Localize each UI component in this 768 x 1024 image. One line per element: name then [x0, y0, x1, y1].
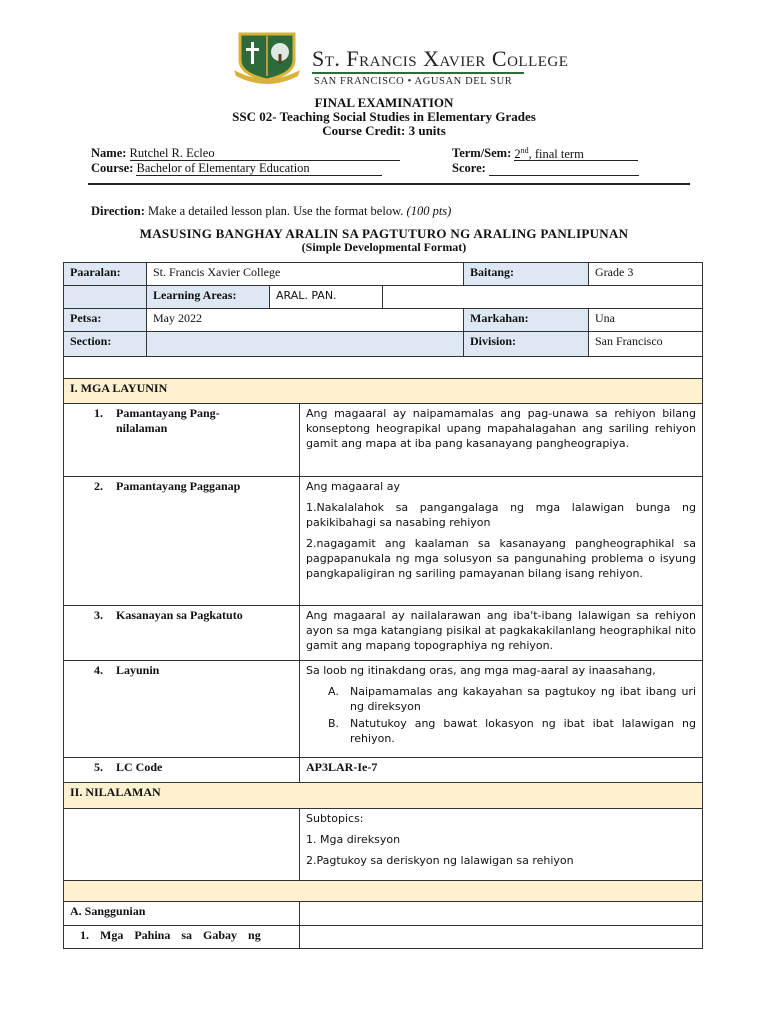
course-value: Bachelor of Elementary Education [136, 161, 310, 175]
subtopic-2: 2.Pagtukoy sa deriskyon ng lalawigan sa rehiyon [306, 854, 574, 867]
exam-title: FINAL EXAMINATION [314, 95, 454, 110]
learning-areas-label: Learning Areas: [146, 285, 270, 309]
row4-number: 4. [94, 663, 103, 677]
row3-number: 3. [94, 608, 103, 622]
learning-empty-cell [63, 285, 147, 309]
pahina-value[interactable] [299, 925, 703, 949]
row4-intro: Sa loob ng itinakdang oras, ang mga mag-aaral ay inaasahang, [306, 664, 656, 677]
pamantayang-nilalaman-label [63, 403, 300, 477]
yellow-spacer-row [63, 880, 703, 902]
row4-label: Layunin [116, 663, 160, 677]
layunin-text [299, 660, 703, 758]
college-location: SAN FRANCISCO • AGUSAN DEL SUR [314, 76, 513, 87]
learning-blank-cell [382, 285, 703, 309]
exam-credit: Course Credit: 3 units [322, 123, 446, 138]
row4-b-text: Natutukoy ang bawat lokasyon ng ibat ibat lalawigan ng rehiyon. [350, 717, 696, 745]
kasanayan-label [63, 605, 300, 661]
direction-points: (100 pts) [406, 204, 452, 218]
row1-number: 1. [94, 406, 103, 420]
petsa-label: Petsa: [63, 308, 147, 332]
row1-label: Pamantayang Pang-nilalaman [116, 406, 220, 435]
row4-a-label: A. [328, 685, 339, 698]
direction-text: Make a detailed lesson plan. Use the format below. [148, 204, 404, 218]
course-field[interactable] [136, 161, 382, 176]
row5-label: LC Code [116, 760, 163, 774]
paaralan-value[interactable]: St. Francis Xavier College [146, 262, 464, 286]
markahan-label: Markahan: [463, 308, 589, 332]
row3-label: Kasanayan sa Pagkatuto [116, 608, 243, 622]
row5-number: 5. [94, 760, 103, 774]
division-value[interactable]: San Francisco [588, 331, 703, 357]
plan-subtitle: (Simple Developmental Format) [301, 240, 467, 254]
pamantayang-pagganap-text [299, 476, 703, 606]
name-value: Rutchel R. Ecleo [129, 146, 215, 160]
score-row [452, 161, 639, 176]
layunin-label [63, 660, 300, 758]
direction-label: Direction: [91, 204, 145, 218]
division-label: Division: [463, 331, 589, 357]
row2-text-1: Ang magaaral ay [306, 480, 400, 493]
name-label: Name: [91, 146, 127, 160]
row3-text: Ang magaaral ay nailalarawan ang iba't-ibang lalawigan sa rehiyon ayon sa mga katangiang pisikal at pagkakakilanlang heographikal nito gamit ang mapang topographiya ng rehiyon. [306, 609, 696, 652]
lc-code-label [63, 757, 300, 783]
sanggunian-label: A. Sanggunian [63, 901, 300, 926]
pahina-label: 1. Mga Pahina sa Gabay ng [63, 925, 300, 949]
plan-title: MASUSING BANGHAY ARALIN SA PAGTUTURO NG ARALING PANLIPUNAN [139, 226, 629, 241]
term-value-sup: nd [520, 146, 529, 155]
term-field[interactable] [514, 146, 638, 161]
nilalaman-empty-cell [63, 808, 300, 881]
college-name: St. Francis Xavier College [312, 46, 569, 71]
row2-text-2: 1.Nakalalahok sa pangangalaga ng mga lalawigan bunga ng pakikibahagi sa nasabing rehiyon [306, 501, 696, 529]
term-label: Term/Sem: [452, 146, 512, 160]
name-field[interactable] [130, 146, 400, 161]
petsa-value[interactable]: May 2022 [146, 308, 464, 332]
score-label: Score: [452, 161, 486, 175]
pamantayang-nilalaman-text [299, 403, 703, 477]
course-label: Course: [91, 161, 134, 175]
learning-areas-value[interactable]: ARAL. PAN. [269, 285, 383, 309]
college-name-rule [312, 72, 524, 74]
markahan-value[interactable]: Una [588, 308, 703, 332]
row2-number: 2. [94, 479, 103, 493]
row1-text: Ang magaaral ay naipamamalas ang pag-unawa sa rehiyon bilang konseptong heograpikal upang mapahalagahan ang sariling rehiyon gamit ang mapa at iba pang kasanayang pangheograpiya. [306, 407, 696, 450]
subtopics-title: Subtopics: [306, 812, 364, 825]
baitang-label: Baitang: [463, 262, 589, 286]
exam-subject: SSC 02- Teaching Social Studies in Elementary Grades [232, 109, 536, 124]
sanggunian-value[interactable] [299, 901, 703, 926]
term-value-num: 2 [514, 147, 521, 162]
college-seal-icon [232, 30, 302, 84]
term-value-rest: , final term [528, 147, 584, 162]
subtopic-1: 1. Mga direksyon [306, 833, 401, 846]
direction [91, 204, 451, 219]
header-divider [88, 183, 690, 185]
baitang-value[interactable]: Grade 3 [588, 262, 703, 286]
subtopics-cell [299, 808, 703, 881]
section-value[interactable] [146, 331, 464, 357]
layunin-heading: I. MGA LAYUNIN [63, 378, 703, 404]
nilalaman-heading: II. NILALAMAN [63, 782, 703, 809]
section-label: Section: [63, 331, 147, 357]
score-field[interactable] [489, 161, 639, 176]
pamantayang-pagganap-label [63, 476, 300, 606]
spacer-row [63, 356, 703, 379]
term-row [452, 146, 638, 161]
kasanayan-text [299, 605, 703, 661]
course-row [91, 161, 382, 176]
lc-code-value[interactable]: AP3LAR-Ie-7 [299, 757, 703, 783]
row4-a-text: Naipamamalas ang kakayahan sa pagtukoy ng ibat ibang uri ng direksyon [350, 685, 696, 713]
student-name-row [91, 146, 400, 161]
row4-b-label: B. [328, 717, 340, 730]
row2-text-3: 2.nagagamit ang kaalaman sa kasanayang pangheographikal sa pagpapanukala ng mga solusyon sa pangunahing problema o isyung pangkapaligiran ng sariling pamayanan bilang isang rehiyon. [306, 537, 696, 580]
row2-label: Pamantayang Pagganap [116, 479, 241, 493]
paaralan-label: Paaralan: [63, 262, 147, 286]
